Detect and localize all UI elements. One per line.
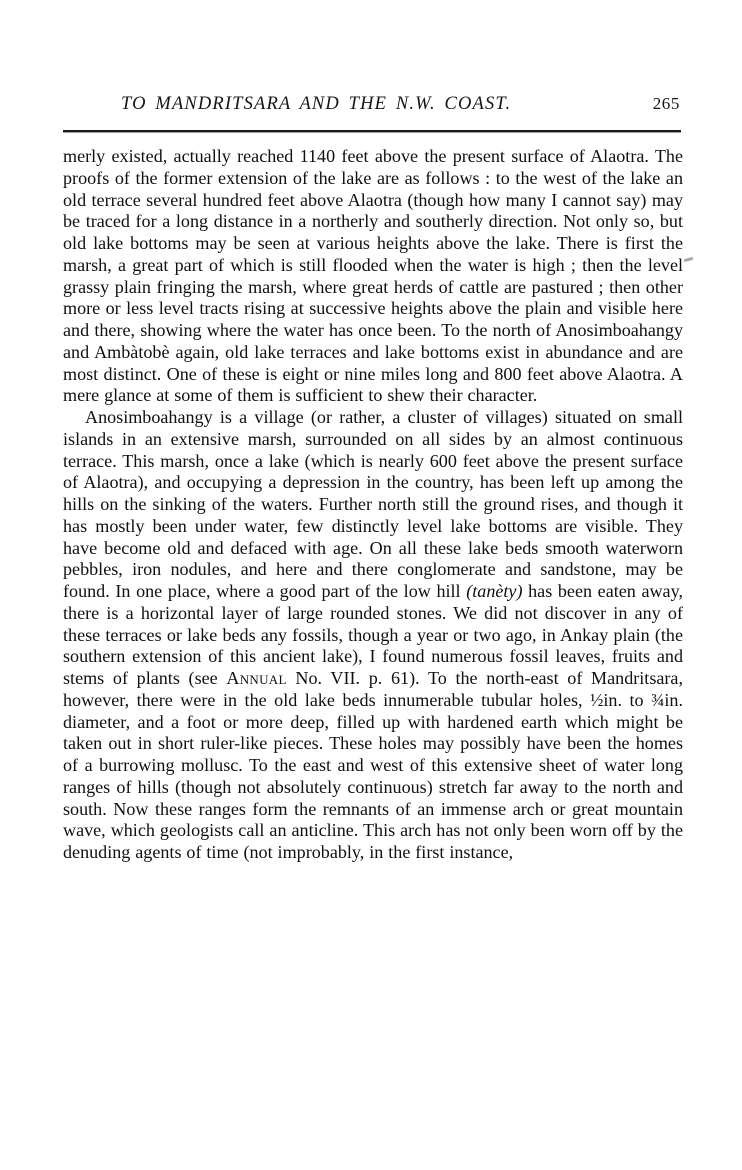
italic-term-tanety: (tanèty) — [466, 581, 523, 601]
running-title: TO MANDRITSARA AND THE N.W. COAST. — [121, 94, 512, 114]
paragraph-continuation — [63, 146, 683, 407]
paragraph-2-text-part-5: in. diameter, and a foot or more deep, filled up with hardened earth which might be taken out in short ruler-like pieces. These holes may possibly have been the homes of a burrowing mollusc. To the east and west of this extensive sheet of water long ranges of hills (though not absolutely continuous) stretch far away to the north and south. Now these ranges form the remnants of an immense arch or great mountain wave, which geologists call an anticline. This arch has not only been worn off by the denuding agents of time (not improbably, in the first instance, — [63, 689, 683, 862]
paragraph-1-text: merly existed, actually reached 1140 feet above the present surface of Alaotra. The proofs of the former extension of the lake are as follows : to the west of the lake an old terrace several hundred feet above Alaotra (though how many I cannot say) may be traced for a long distance in a northerly and southerly direction. Not only so, but old lake bottoms may be seen at various heights above the lake. There is first the marsh, a great part of which is still flooded when the water is high ; then the level grassy plain fringing the marsh, where great herds of cattle are pastured ; then other more or less level tracts rising at successive heights above the plain and visible here and there, showing where the water has once been. To the north of Anosimboahangy and Ambàtobè again, old lake terraces and lake bottoms exist in abundance and are most distinct. One of these is eight or nine miles long and 800 feet above Alaotra. A mere glance at some of them is sufficient to shew their character. — [63, 146, 683, 406]
page-header — [63, 94, 680, 115]
header-row — [63, 94, 680, 115]
page-number: 265 — [652, 94, 680, 113]
header-divider-rule — [63, 130, 681, 132]
paragraph-2-text-part-2: has been eaten away, there is a horizontal layer of large rounded stones. We did not discover in any of these terraces or lake beds any fossils, though a year or two ago, in Ankay plain (the southern extension of this ancient lake), I found numerous fossil leaves, fruits and stems of plants (see — [63, 581, 683, 688]
body-text-block — [63, 146, 683, 864]
paragraph-anosimboahangy — [63, 407, 683, 864]
paragraph-2-text-part-1: Anosimboahangy is a village (or rather, a cluster of villages) situated on small islands in an extensive marsh, surrounded on all sides by an almost continuous terrace. This marsh, once a lake (which is nearly 600 feet above the present surface of Alaotra), and occupying a depression in the country, has been left up among the hills on the sinking of the waters. Further north still the ground rises, and though it has mostly been under water, few distinctly level lake bottoms are visible. They have become old and defaced with age. On all these lake beds smooth waterworn pebbles, iron nodules, and here and there conglomerate and sandstone, may be found. In one place, where a good part of the low hill — [63, 407, 683, 601]
smallcaps-annual: Annual — [226, 668, 287, 688]
paragraph-2-text-part-3: No. VII. p. 61). To the north-east of Mandritsara, however, there were in the old lake beds innumerable tubular holes, — [63, 668, 683, 710]
fraction-three-quarters: ¾ — [651, 689, 665, 710]
scan-artifact-speck — [684, 257, 693, 262]
paragraph-2-text-part-4: in. to — [603, 689, 652, 710]
fraction-one-half: ½ — [590, 689, 604, 710]
